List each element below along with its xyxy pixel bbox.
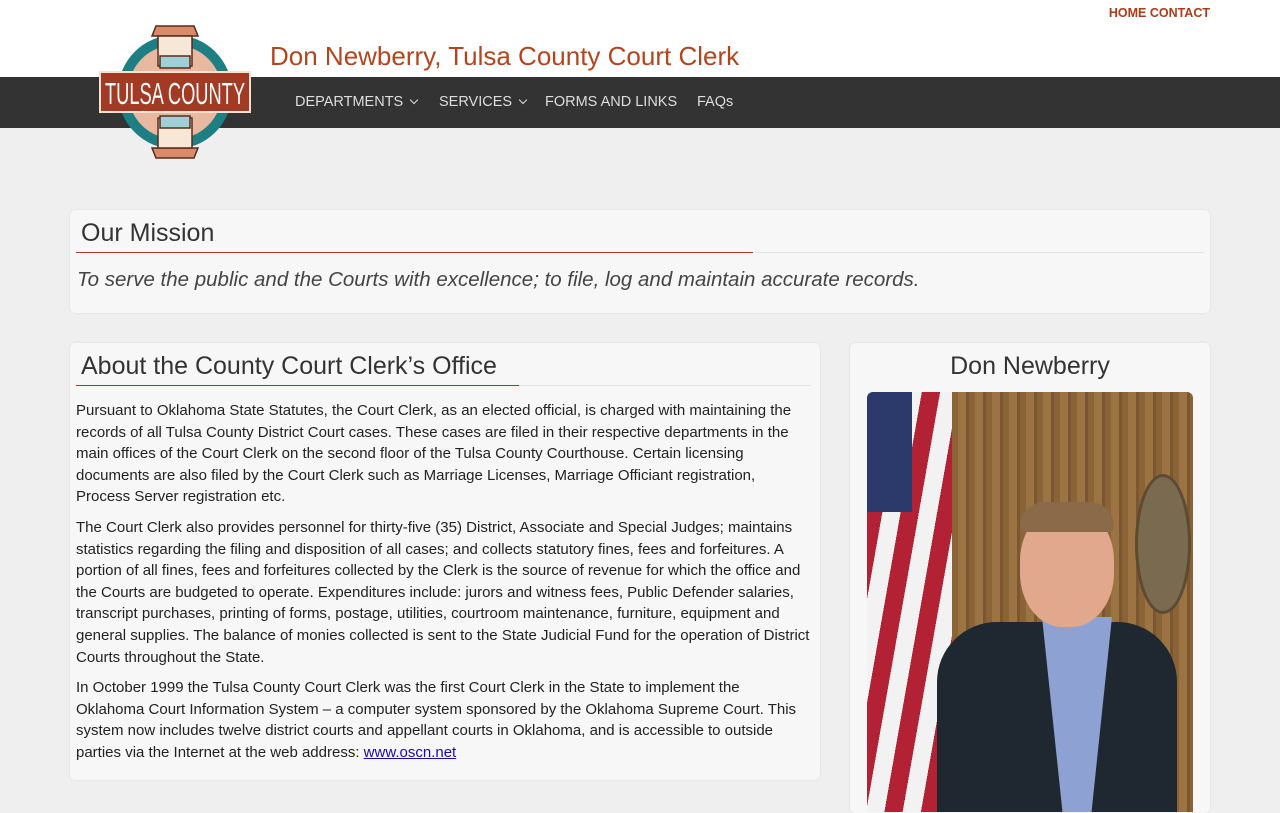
top-links bbox=[1109, 6, 1210, 20]
nav-departments[interactable] bbox=[295, 94, 417, 110]
mission-card bbox=[70, 210, 1210, 313]
about-heading: About the County Court Clerk’s Office bbox=[81, 352, 497, 380]
about-paragraph: Pursuant to Oklahoma State Statutes, the Court Clerk, as an elected official, is charged with maintaining the records of all Tulsa County District Court cases. These cases are filed in their respective departments in the main offices of the Court Clerk on the second floor of the Tulsa County Courthouse. Certain licensing documents are also filed by the Court Clerk such as Marriage Licenses, Marriage Officiant registration, Process Server registration etc. bbox=[76, 402, 792, 506]
mission-heading: Our Mission bbox=[81, 219, 215, 247]
hair bbox=[1020, 502, 1114, 532]
nav-label: SERVICES bbox=[439, 94, 513, 110]
oscn-link[interactable]: www.oscn.net bbox=[363, 743, 457, 761]
about-paragraph bbox=[76, 677, 811, 763]
nav-label: DEPARTMENTS bbox=[295, 94, 404, 110]
chevron-down-icon bbox=[519, 96, 527, 104]
heading-underline bbox=[76, 252, 753, 253]
contact-link[interactable]: CONTACT bbox=[1149, 6, 1210, 20]
about-paragraph: The Court Clerk also provides personnel for thirty-five (35) District, Associate and Special Judges; maintains statistics regarding the filing and disposition of all cases; and collects statutory fines, fees and forfeitures. A portion of all fines, fees and forfeitures collected by the Clerk is the source of revenue for which the office and the Courts are budgeted to operate. Expenditures include: jurors and witness fees, Public Defender salaries, transcript purchases, printing of forms, postage, utilities, courtroom maintenance, furniture, equipment and general supplies. The balance of monies collected is sent to the State Judicial Fund for the operation of District Courts throughout the State. bbox=[76, 518, 810, 666]
seal-image bbox=[1135, 474, 1191, 614]
nav-services[interactable] bbox=[439, 94, 526, 110]
nav-faqs[interactable]: FAQs bbox=[697, 94, 734, 110]
logo-text: TULSA COUNTY bbox=[105, 76, 245, 111]
profile-card bbox=[850, 343, 1210, 813]
mission-text: To serve the public and the Courts with excellence; to file, log and maintain accurate records. bbox=[77, 268, 920, 291]
chevron-down-icon bbox=[410, 96, 418, 104]
flag-canton bbox=[867, 392, 912, 512]
home-link[interactable]: HOME bbox=[1108, 6, 1147, 20]
nav-forms-and-links[interactable]: FORMS AND LINKS bbox=[545, 94, 678, 110]
about-card bbox=[70, 343, 820, 780]
about-text: In October 1999 the Tulsa County Court Clerk was the first Court Clerk in the State to implement the Oklahoma Court Information System – a computer system sponsored by the Oklahoma Supreme Court. This system now includes twelve district courts and appellant courts in Oklahoma, and is accessible to outside parties via the Internet at the web address: bbox=[76, 679, 797, 761]
tulsa-county-logo[interactable] bbox=[98, 16, 252, 168]
profile-name: Don Newberry bbox=[950, 352, 1110, 380]
site-title[interactable]: Don Newberry, Tulsa County Court Clerk bbox=[270, 41, 740, 71]
profile-photo bbox=[867, 392, 1193, 812]
heading-underline bbox=[76, 385, 519, 386]
